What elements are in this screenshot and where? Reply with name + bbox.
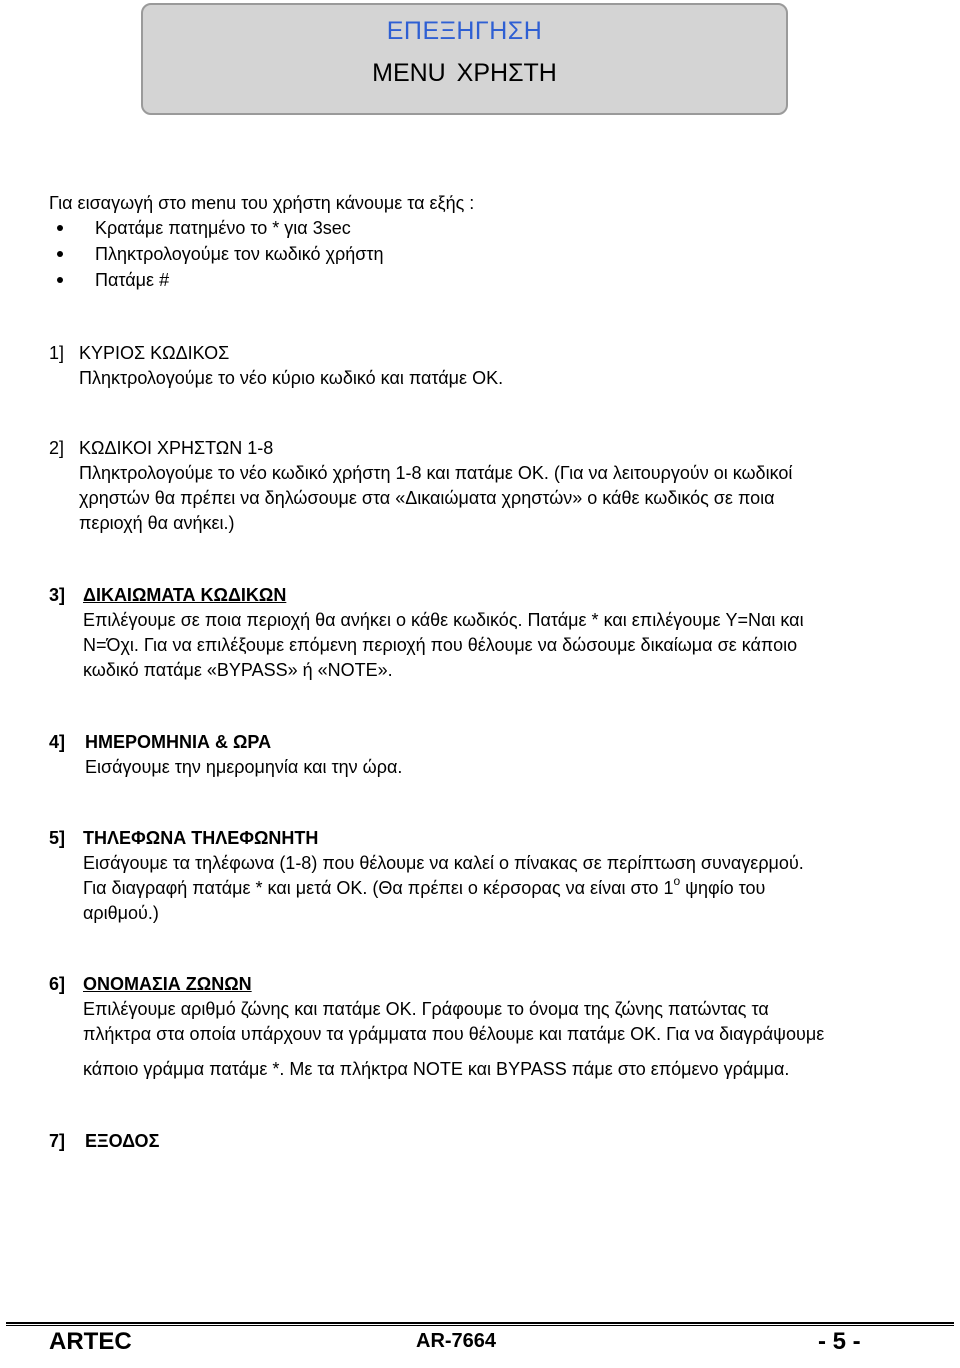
section-1-text: Πληκτρολογούμε το νέο κύριο κωδικό και πατάμε ΟΚ. — [79, 368, 504, 388]
footer-model: AR-7664 — [416, 1330, 497, 1352]
section-5-text-3: αριθμού.) — [83, 903, 159, 923]
section-4-title: ΗΜΕΡΟΜΗΝΙΑ & ΩΡΑ — [85, 732, 272, 752]
superscript-o: ο — [673, 874, 681, 888]
section-1-title: ΚΥΡΙΟΣ ΚΩΔΙΚΟΣ — [79, 343, 230, 363]
section-5-text-1: Εισάγουμε τα τηλέφωνα (1-8) που θέλουμε να καλεί ο πίνακας σε περίπτωση συναγερμού. — [83, 853, 804, 873]
section-6-text-3: κάποιο γράμμα πατάμε *. Με τα πλήκτρα NOTE και BYPASS πάμε στο επόμενο γράμμα. — [83, 1059, 790, 1079]
intro-bullet-1: Κρατάμε πατημένο το * για 3sec — [95, 218, 351, 238]
section-4-number: 4] — [49, 732, 66, 752]
section-3-text-1: Επιλέγουμε σε ποια περιοχή θα ανήκει ο κάθε κωδικός. Πατάμε * και επιλέγουμε Y=Ναι και — [83, 610, 804, 630]
title-box — [141, 3, 788, 115]
section-5-title: ΤΗΛΕΦΩΝΑ ΤΗΛΕΦΩΝΗΤΗ — [83, 828, 319, 848]
section-2-text-1: Πληκτρολογούμε το νέο κωδικό χρήστη 1-8 και πατάμε ΟΚ. (Για να λειτουργούν οι κωδικοί — [79, 463, 793, 483]
section-5-text-2b: ψηφίο του — [680, 878, 766, 898]
title-explanation: ΕΠΕΞΗΓΗΣΗ — [386, 17, 543, 45]
intro-text: Για εισαγωγή στο menu του χρήστη κάνουμε τα εξής : — [49, 193, 475, 213]
section-2-text-3: περιοχή θα ανήκει.) — [79, 513, 235, 533]
section-3-text-3: κωδικό πατάμε «BYPASS» ή «NOTE». — [83, 660, 393, 680]
section-6-text-2: πλήκτρα στα οποία υπάρχουν τα γράμματα που θέλουμε και πατάμε ΟΚ. Για να διαγράψουμε — [83, 1024, 825, 1044]
bullet-icon — [57, 225, 63, 231]
intro-bullet-3: Πατάμε # — [95, 270, 170, 290]
footer-rule — [6, 1322, 954, 1324]
title-user-menu: MENU ΧΡΗΣΤΗ — [372, 59, 557, 87]
section-3-title: ΔΙΚΑΙΩΜΑΤΑ ΚΩΔΙΚΩΝ — [83, 585, 287, 605]
intro-bullet-2: Πληκτρολογούμε τον κωδικό χρήστη — [95, 244, 384, 264]
section-7-title: ΕΞΟΔΟΣ — [85, 1131, 160, 1151]
bullet-icon — [57, 277, 63, 283]
section-5-text-2a: Για διαγραφή πατάμε * και μετά ΟΚ. (Θα πρέπει ο κέρσορας να είναι στο 1 — [83, 878, 674, 898]
footer-page-number: - 5 - — [818, 1328, 861, 1355]
section-5-number: 5] — [49, 828, 66, 848]
section-2-number: 2] — [49, 438, 65, 458]
section-5-text-2 — [83, 874, 766, 899]
section-1-number: 1] — [49, 343, 65, 363]
section-2-text-2: χρηστών θα πρέπει να δηλώσουμε στα «Δικαιώματα χρηστών» ο κάθε κωδικός σε ποια — [79, 488, 775, 508]
bullet-icon — [57, 251, 63, 257]
section-4-text: Εισάγουμε την ημερομηνία και την ώρα. — [85, 757, 403, 777]
section-7-number: 7] — [49, 1131, 66, 1151]
section-2-title: ΚΩΔΙΚΟΙ ΧΡΗΣΤΩΝ 1-8 — [79, 438, 274, 458]
footer-rule-thin — [6, 1325, 954, 1326]
section-6-number: 6] — [49, 974, 66, 994]
section-3-text-2: N=Όχι. Για να επιλέξουμε επόμενη περιοχή που θέλουμε να δώσουμε δικαίωμα σε κάποιο — [83, 635, 798, 655]
section-6-title: ΟΝΟΜΑΣΙΑ ΖΩΝΩΝ — [83, 974, 252, 994]
footer-brand: ARTEC — [49, 1328, 132, 1355]
section-3-number: 3] — [49, 585, 66, 605]
section-6-text-1: Επιλέγουμε αριθμό ζώνης και πατάμε ΟΚ. Γράφουμε το όνομα της ζώνης πατώντας τα — [83, 999, 769, 1019]
